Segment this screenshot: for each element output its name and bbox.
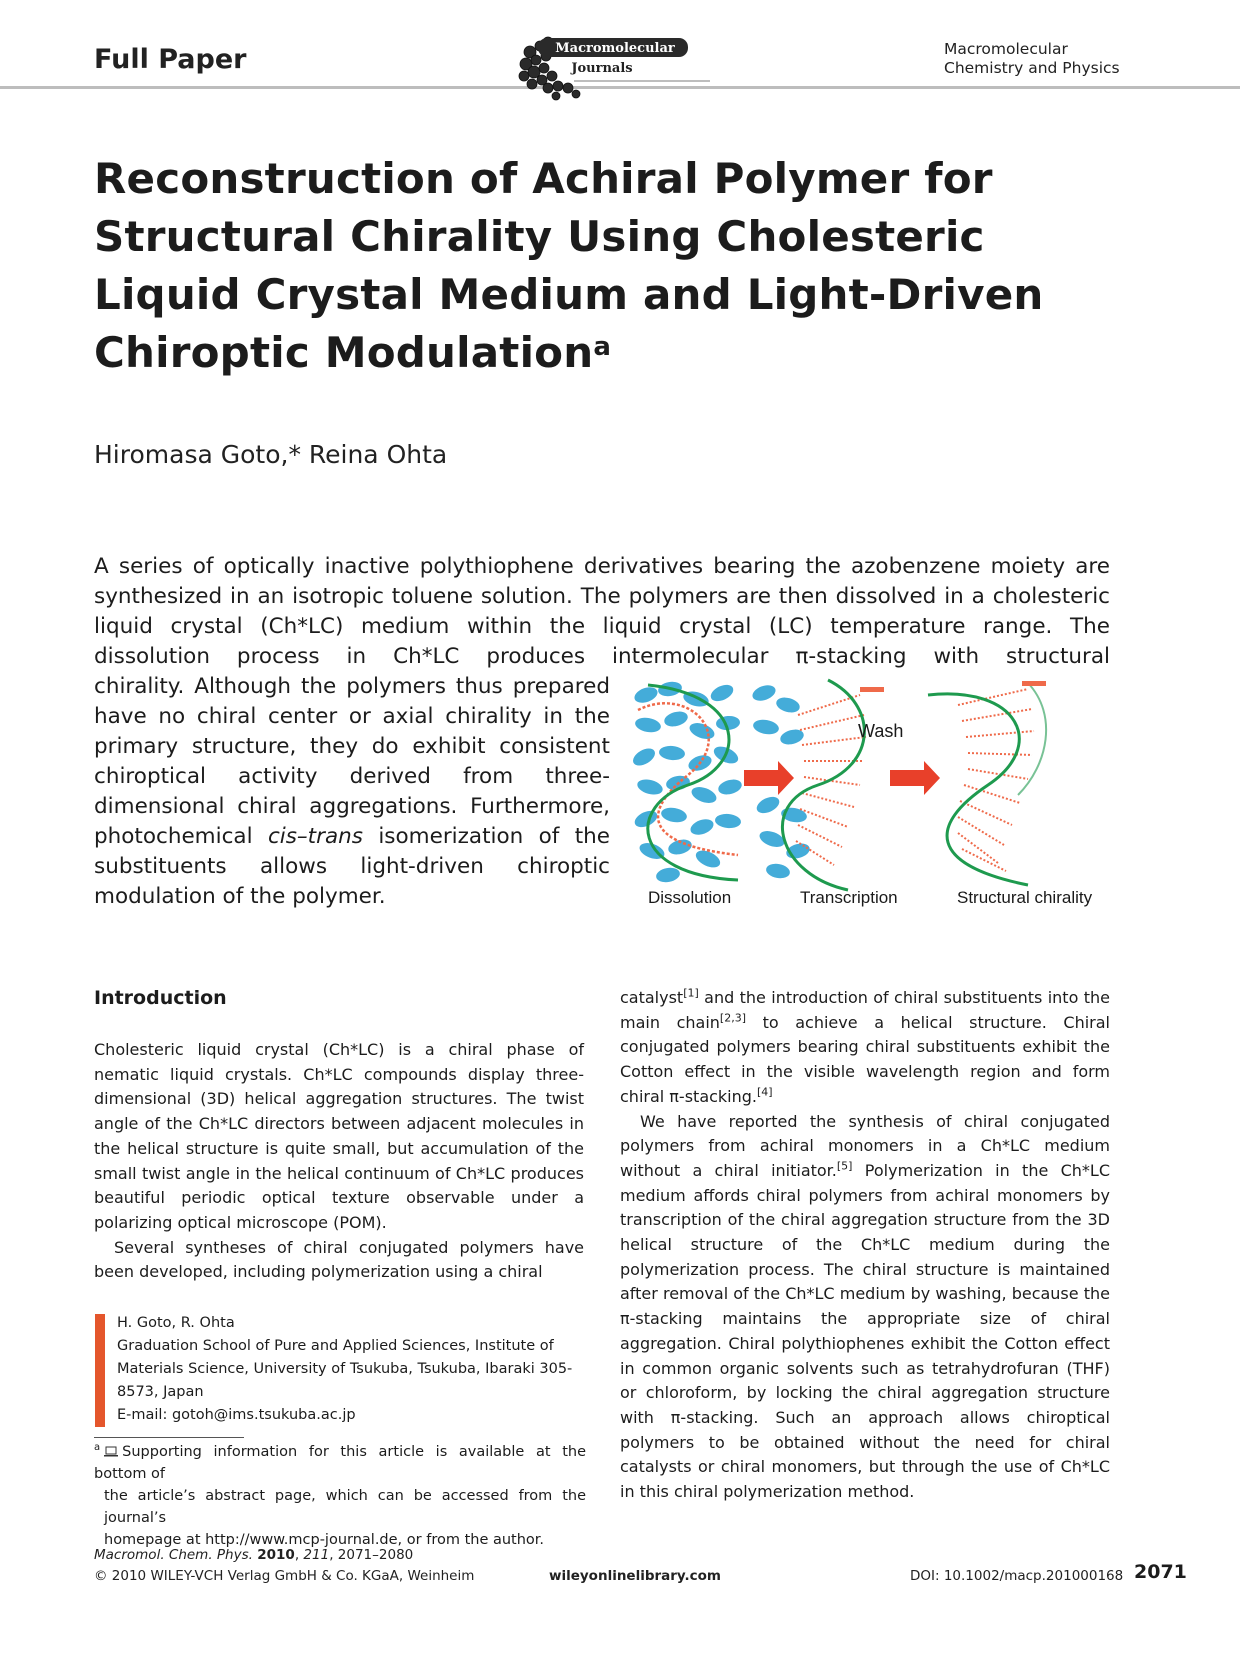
reference-2-3[interactable]: [2,3]	[719, 1011, 746, 1025]
graphical-abstract-figure	[628, 675, 1112, 910]
para4-part2: Polymerization in the Ch*LC medium affords chiral polymers from achiral monomers by transcription of the chiral aggregation structure from the 3D helical structure of the Ch*LC medium during the polymerization process. The chiral structure is maintained after removal of the Ch*LC medium by washing, because the π-stacking maintains the appropriate size of chiral aggregation. Chiral polythiophenes exhibit the Cotton effect in common organic solvents such as tetrahydrofuran (THF) or chloroform, by locking the chiral aggregation structure with π-stacking. Such an approach allows chiroptical polymers to be obtained without the need for chiral catalysts or chiral monomers, but through the use of Ch*LC in this chiral polymerization method.	[620, 1160, 1111, 1502]
article-title	[94, 150, 1114, 382]
intro-paragraph-3	[620, 986, 1110, 1110]
para3-part3: to achieve a helical structure. Chiral conjugated polymers bearing chiral substituents exhibit the Cotton effect in the visible wavelength region and form chiral π-stacking.	[620, 1012, 1110, 1106]
wash-label: Wash	[858, 721, 904, 741]
intro-paragraph-1: Cholesteric liquid crystal (Ch*LC) is a chiral phase of nematic liquid crystals. Ch*LC compounds display three-dimensional (3D) helical aggregation structures. The twist angle of the Ch*LC directors between adjacent molecules in the helical structure is quite small, but accumulation of the small twist angle in the helical continuum of Ch*LC produces beautiful periodic optical texture observable under a polarizing optical microscope (POM).	[94, 1040, 584, 1232]
footnote-rule	[94, 1437, 244, 1438]
article-title-text: Reconstruction of Achiral Polymer for Structural Chirality Using Cholesteric Liquid Crystal Medium and Light-Driven Chiroptic Modulation	[94, 154, 1044, 377]
abstract-side-paragraph	[94, 672, 610, 912]
left-column	[94, 1038, 584, 1285]
footnote-line-3: homepage at http://www.mcp-journal.de, or from the author.	[104, 1532, 545, 1548]
structural-chirality-panel	[928, 681, 1046, 885]
affiliation-names: H. Goto, R. Ohta	[117, 1315, 235, 1331]
section-heading-introduction: Introduction	[94, 987, 227, 1009]
footnote-line-1: Supporting information for this article is available at the bottom of	[94, 1444, 586, 1482]
logo-underline	[574, 80, 710, 82]
wash-arrow	[890, 761, 940, 795]
journal-name-line1: Macromolecular	[944, 40, 1068, 58]
journal-abbreviation: Macromol. Chem. Phys.	[94, 1547, 253, 1563]
journal-logo	[512, 30, 712, 102]
author-list: Hiromasa Goto,* Reina Ohta	[94, 440, 448, 469]
abstract-side-italic: cis–trans	[267, 824, 363, 849]
website-link[interactable]: wileyonlinelibrary.com	[549, 1568, 721, 1584]
section-label: Full Paper	[94, 44, 247, 75]
affiliation-email[interactable]: E-mail: gotoh@ims.tsukuba.ac.jp	[117, 1407, 356, 1423]
reference-4[interactable]: [4]	[757, 1085, 773, 1099]
transcription-arrow	[744, 761, 794, 795]
title-footnote-marker: a	[593, 332, 612, 362]
affiliation-accent-bar	[95, 1314, 105, 1427]
para4-part1: We have reported the synthesis of chiral conjugated polymers from achiral monomers in a Ch*LC medium without a chiral initiator.	[620, 1111, 1110, 1180]
para3-part1: catalyst	[620, 988, 684, 1007]
doi-link[interactable]: DOI: 10.1002/macp.201000168	[910, 1568, 1124, 1584]
intro-paragraph-4	[620, 1110, 1110, 1505]
abstract-top: A series of optically inactive polythiophene derivatives bearing the azobenzene moiety are synthesized in an isotropic toluene solution. The polymers are then dissolved in a cholesteric liquid crystal (Ch*LC) medium within the liquid crystal (LC) temperature range. The dissolution process in Ch*LC produces intermolecular π-stacking with structural	[94, 554, 1110, 669]
abstract-side	[94, 672, 610, 912]
citation-line: Macromol. Chem. Phys. 2010, 211, 2071–2080	[94, 1547, 414, 1563]
logo-text-line2: Journals	[571, 61, 633, 76]
author-affiliation	[117, 1312, 587, 1427]
reference-1[interactable]: [1]	[683, 986, 699, 1000]
logo-text-line1: Macromolecular	[555, 41, 675, 56]
journal-name	[944, 40, 1120, 78]
citation-pages: 2071–2080	[337, 1547, 414, 1563]
journal-name-line2: Chemistry and Physics	[944, 59, 1120, 77]
affiliation-line-3: 8573, Japan	[117, 1384, 204, 1400]
abstract-side-part1: chirality. Although the polymers thus prepared have no chiral center or axial chirality in the primary structure, they do exhibit consistent chiroptical activity derived from three-dimensional chiral aggregations. Furthermore, photochemical	[94, 674, 610, 849]
caption-structural-chirality: Structural chirality	[957, 888, 1093, 907]
page-number: 2071	[1134, 1561, 1187, 1583]
citation-year: 2010	[257, 1547, 295, 1563]
citation-volume: 211	[303, 1547, 330, 1563]
copyright-notice: © 2010 WILEY-VCH Verlag GmbH & Co. KGaA, Weinheim	[94, 1568, 475, 1584]
footnote-line-2: the article’s abstract page, which can be accessed from the journal’s	[104, 1488, 586, 1526]
dissolution-panel	[630, 680, 743, 884]
laptop-icon	[104, 1446, 118, 1457]
affiliation-line-1: Graduation School of Pure and Applied Sciences, Institute of	[117, 1338, 554, 1354]
reference-5[interactable]: [5]	[836, 1159, 853, 1173]
footnote-marker: a	[94, 1442, 101, 1454]
abstract-side-part2: isomerization of the substituents allows light-driven chiroptic modulation of the polymer.	[94, 824, 610, 909]
right-column	[620, 986, 1110, 1505]
intro-paragraph-2: Several syntheses of chiral conjugated polymers have been developed, including polymerization using a chiral	[94, 1237, 584, 1282]
para3-part2: and the introduction of chiral substituents into the main chain	[620, 988, 1110, 1032]
affiliation-line-2: Materials Science, University of Tsukuba, Tsukuba, Ibaraki 305-	[117, 1361, 573, 1377]
caption-dissolution: Dissolution	[648, 888, 732, 907]
supporting-info-footnote	[94, 1441, 586, 1551]
caption-transcription: Transcription	[800, 888, 898, 907]
